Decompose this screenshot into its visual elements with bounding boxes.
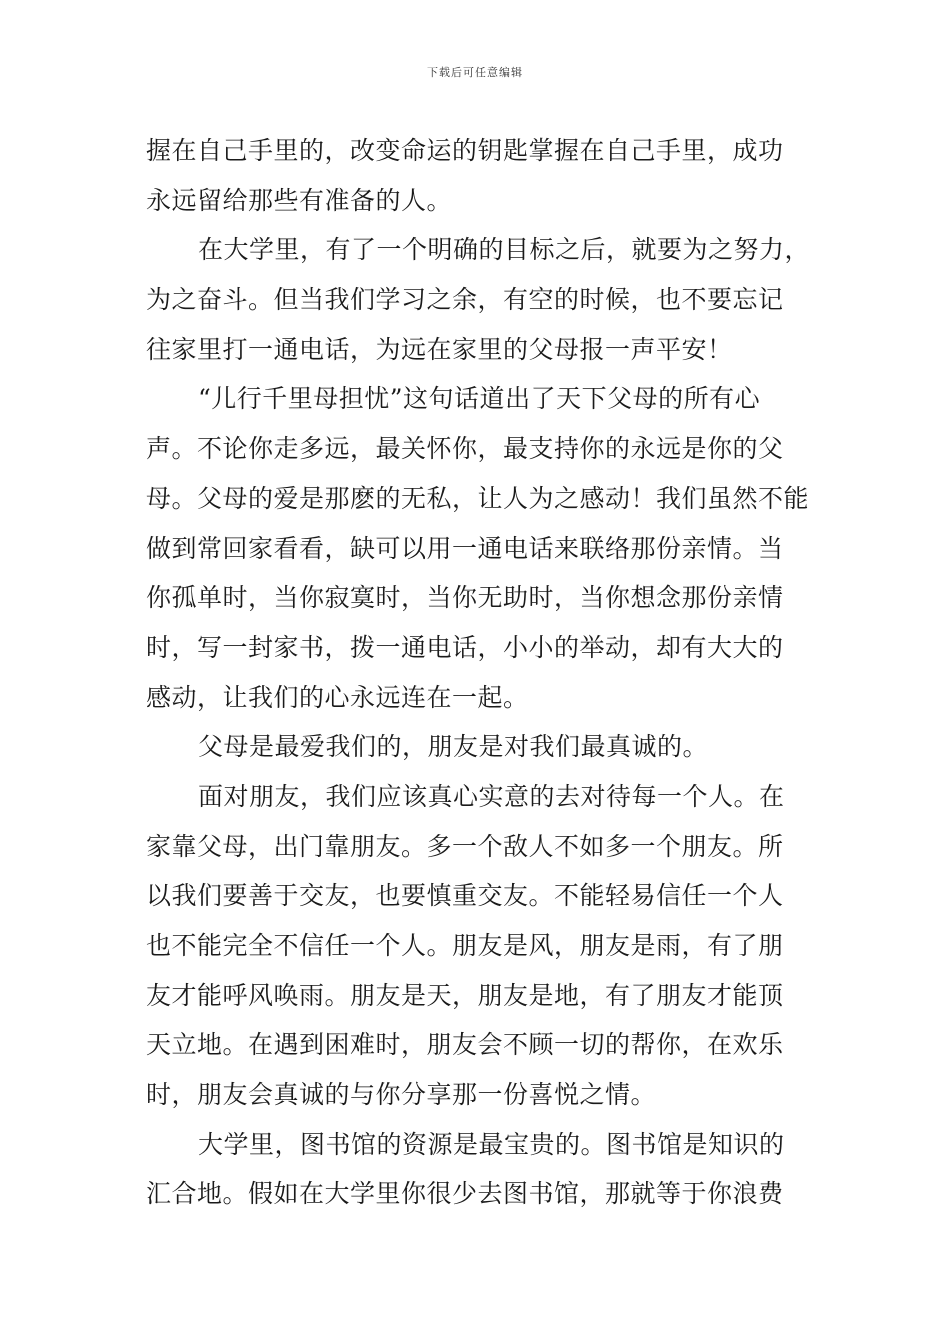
text-line: 时，朋友会真诚的与你分享那一份喜悦之情。 — [146, 1080, 657, 1110]
page-header: 下载后可任意编辑 — [427, 66, 523, 79]
text-line: 在大学里，有了一个明确的目标之后，就要为之努力， — [198, 235, 811, 265]
document-body — [146, 126, 811, 1219]
text-line: 也不能完全不信任一个人。朋友是风，朋友是雨，有了朋 — [146, 931, 784, 960]
text-line: 为之奋斗。但当我们学习之余，有空的时候，也不要忘记 — [146, 285, 784, 315]
text-line: 大学里，图书馆的资源是最宝贵的。图书馆是知识的 — [198, 1129, 785, 1159]
text-line: 感动，让我们的心永远连在一起。 — [146, 682, 529, 712]
text-line: 父母是最爱我们的，朋友是对我们最真诚的。 — [198, 732, 709, 762]
text-line: 你孤单时，当你寂寞时，当你无助时，当你想念那份亲情 — [146, 583, 784, 613]
text-line: 时，写一封家书，拨一通电话，小小的举动，却有大大的 — [146, 632, 784, 662]
text-line: 友才能呼风唤雨。朋友是天，朋友是地，有了朋友才能顶 — [146, 980, 784, 1010]
text-line: 做到常回家看看，缺可以用一通电话来联络那份亲情。当 — [146, 533, 784, 563]
text-line: “儿行千里母担忧”这句话道出了天下父母的所有心 — [198, 384, 761, 414]
text-line: 汇合地。假如在大学里你很少去图书馆，那就等于你浪费 — [146, 1179, 784, 1209]
text-line: 永远留给那些有准备的人。 — [146, 185, 453, 215]
text-line: 往家里打一通电话，为远在家里的父母报一声平安！ — [146, 334, 733, 364]
text-line: 母。父母的爱是那麽的无私，让人为之感动！我们虽然不能 — [146, 483, 810, 513]
text-line: 声。不论你走多远，最关怀你，最支持你的永远是你的父 — [146, 434, 784, 464]
text-line: 以我们要善于交友，也要慎重交友。不能轻易信任一个人 — [146, 881, 784, 911]
text-line: 家靠父母，出门靠朋友。多一个敌人不如多一个朋友。所 — [146, 831, 784, 861]
text-line: 面对朋友，我们应该真心实意的去对待每一个人。在 — [198, 781, 785, 811]
text-line: 握在自己手里的，改变命运的钥匙掌握在自己手里，成功 — [146, 136, 784, 165]
text-line: 天立地。在遇到困难时，朋友会不顾一切的帮你，在欢乐 — [146, 1030, 784, 1060]
